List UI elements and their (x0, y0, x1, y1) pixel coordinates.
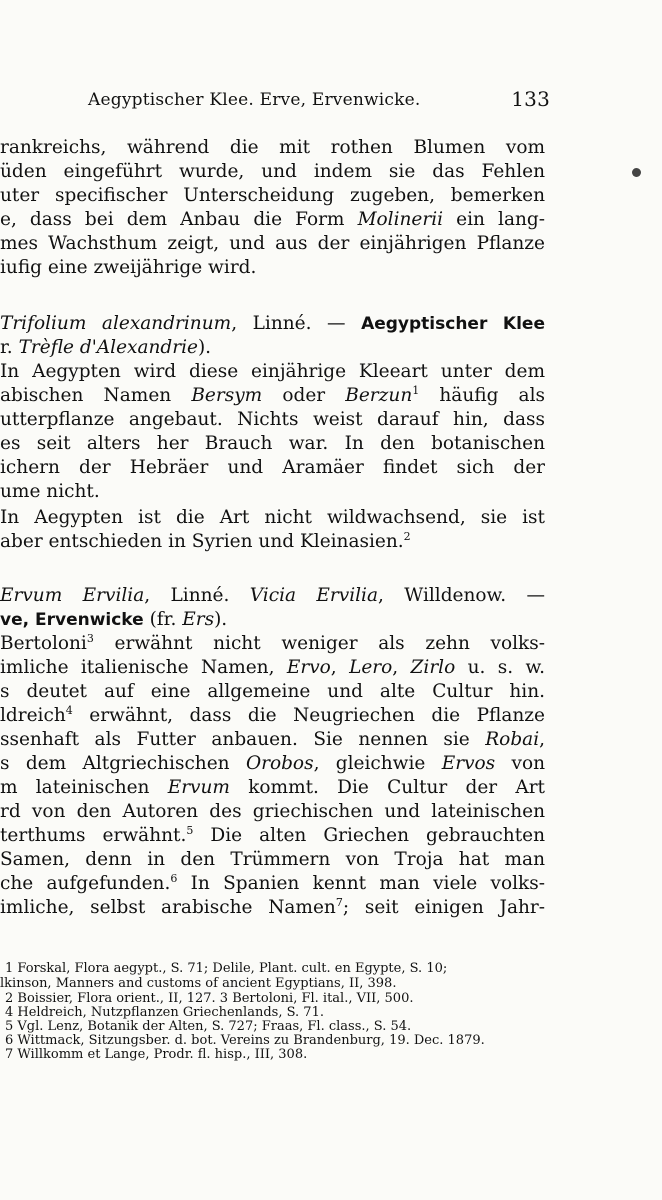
text-line: abischen Namen Bersym oder Berzun$^1$ häufig als (0, 383, 545, 406)
text-line: ume nicht. (0, 481, 100, 502)
text-line: ve, Ervenwicke (fr. Ers). (0, 609, 228, 630)
text-line: terthums erwähnt.$^5$ Die alten Griechen gebrauchten (0, 823, 545, 846)
text-line: rd von den Autoren des griechischen und lateinischen (0, 801, 545, 822)
text-line: In Aegypten wird diese einjährige Kleeart unter dem (0, 361, 545, 382)
text-line: Trifolium alexandrinum, Linné. — Aegyptischer Klee (0, 313, 545, 334)
text-line: mes Wachsthum zeigt, und aus der einjährigen Pflanze (0, 233, 545, 254)
footnote-line: 4 Heldreich, Nutzpflanzen Griechenlands, S. 71. (5, 1005, 324, 1020)
text-line: utterpflanze angebaut. Nichts weist darauf hin, dass (0, 409, 545, 430)
text-line: ichern der Hebräer und Aramäer findet sich der (0, 457, 545, 478)
text-line: es seit alters her Brauch war. In den botanischen (0, 433, 545, 454)
text-line: e, dass bei dem Anbau die Form Molinerii ein lang- (0, 209, 546, 230)
footnote-line: 5 Vgl. Lenz, Botanik der Alten, S. 727; Fraas, Fl. class., S. 54. (5, 1019, 412, 1034)
text-line: aber entschieden in Syrien und Kleinasien.$^2$ (0, 529, 411, 552)
text-line: imliche, selbst arabische Namen$^7$; seit einigen Jahr- (0, 895, 546, 918)
footnote-line: 7 Willkomm et Lange, Prodr. fl. hisp., III, 308. (5, 1047, 308, 1062)
text-line: iufig eine zweijährige wird. (0, 257, 257, 278)
text-line: üden eingeführt wurde, und indem sie das Fehlen (0, 161, 545, 182)
text-line: ldreich$^4$ erwähnt, dass die Neugriechen die Pflanze (0, 703, 545, 726)
ink-speck (632, 168, 641, 177)
text-line: m lateinischen Ervum kommt. Die Cultur der Art (0, 777, 545, 798)
text-line: Samen, denn in den Trümmern von Troja hat man (0, 849, 545, 870)
page-number: 133 (511, 87, 550, 111)
text-line: In Aegypten ist die Art nicht wildwachsend, sie ist (0, 507, 545, 528)
footnote-line: 2 Boissier, Flora orient., II, 127. 3 Bertoloni, Fl. ital., VII, 500. (5, 991, 414, 1006)
text-line: Ervum Ervilia, Linné. Vicia Ervilia, Willdenow. — (0, 585, 545, 606)
text-line: imliche italienische Namen, Ervo, Lero, Zirlo u. s. w. (0, 657, 546, 678)
text-line: ssenhaft als Futter anbauen. Sie nennen sie Robai, (0, 729, 545, 750)
text-line: che aufgefunden.$^6$ In Spanien kennt man viele volks- (0, 871, 545, 894)
text-line: s dem Altgriechischen Orobos, gleichwie Ervos von (0, 753, 545, 774)
text-line: rankreichs, während die mit rothen Blumen vom (0, 137, 545, 158)
footnote-line: lkinson, Manners and customs of ancient Egyptians, II, 398. (0, 976, 397, 991)
running-title: Aegyptischer Klee. Erve, Ervenwicke. (88, 90, 421, 110)
footnote-line: 6 Wittmack, Sitzungsber. d. bot. Vereins zu Brandenburg, 19. Dec. 1879. (5, 1033, 485, 1048)
footnote-line: 1 Forskal, Flora aegypt., S. 71; Delile, Plant. cult. en Egypte, S. 10; (5, 961, 448, 976)
text-line: r. Trèfle d'Alexandrie). (0, 337, 212, 358)
text-line: Bertoloni$^3$ erwähnt nicht weniger als zehn volks- (0, 631, 545, 654)
text-line: uter specifischer Unterscheidung zugeben, bemerken (0, 185, 545, 206)
text-line: s deutet auf eine allgemeine und alte Cultur hin. (0, 681, 545, 702)
